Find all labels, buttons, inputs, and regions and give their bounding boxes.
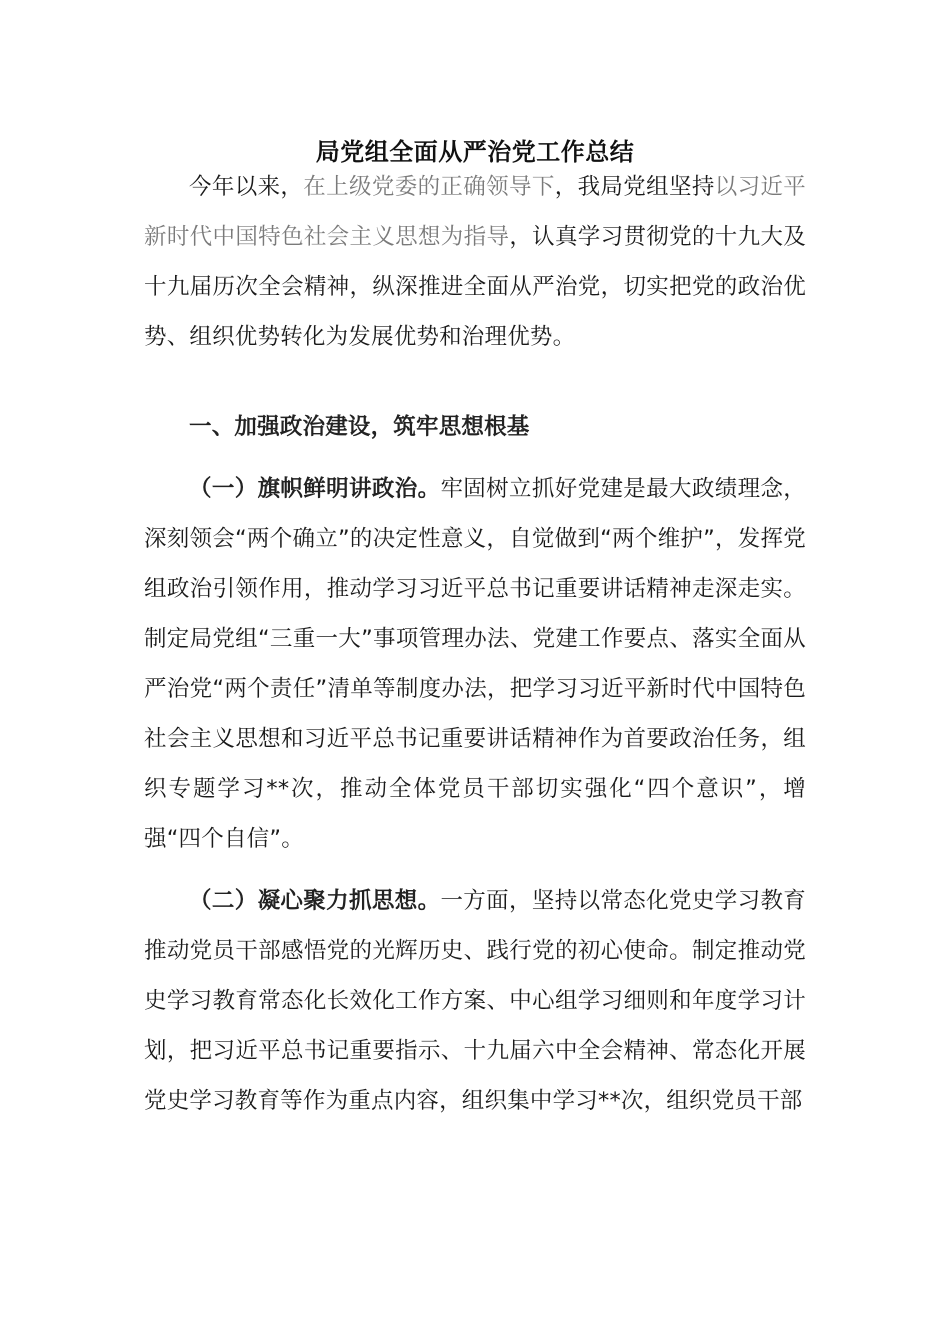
section-1-heading: 一、加强政治建设，筑牢思想根基 [189,414,530,440]
intro-text-1: 今年以来， [189,174,304,200]
intro-text-3: ，我局党组坚持 [554,174,715,200]
subsection-2-text: 一方面，坚持以常态化党史学习教育推动党员干部感悟党的光辉历史、践行党的初心使命。制定推动党史学习教育常态化长效化工作方案、中心组学习细则和年度学习计划，把习近平总书记重要指示、十九届六中全会精神、常态化开展党史学习教育等作为重点内容，组织集中学习**次，组织党员干部 [144,888,807,1114]
subsection-2-paragraph [144,876,806,1126]
subsection-1-heading: （一）旗帜鲜明讲政治。 [189,476,441,502]
document-title: 局党组全面从严治党工作总结 [315,138,635,166]
intro-text-6: ，纵深推进全面从严治党，切实把党的政治优势、组织优势转化为发展优势和治理优势。 [144,274,806,350]
intro-text-4: 以习近平新时代中国特色社会主义思想为指导 [144,174,806,250]
intro-text-5: ，认真学习贯彻党的十九大及十九届历次全会精神 [144,224,806,300]
subsection-1-paragraph [144,464,806,864]
intro-text-2: 在上级党委的正确领导下 [303,174,555,200]
intro-paragraph [144,162,806,362]
subsection-1-text: 牢固树立抓好党建是最大政绩理念，深刻领会“两个确立”的决定性意义，自觉做到“两个维护”，发挥党组政治引领作用，推动学习习近平总书记重要讲话精神走深走实。制定局党组“三重一大”事项管理办法、党建工作要点、落实全面从严治党“两个责任”清单等制度办法，把学习习近平新时代中国特色社会主义思想和习近平总书记重要讲话精神作为首要政治任务，组织专题学习**次，推动全体党员干部切实强化“四个意识”，增强“四个自信”。 [144,476,807,852]
subsection-2-heading: （二）凝心聚力抓思想。 [189,888,441,914]
